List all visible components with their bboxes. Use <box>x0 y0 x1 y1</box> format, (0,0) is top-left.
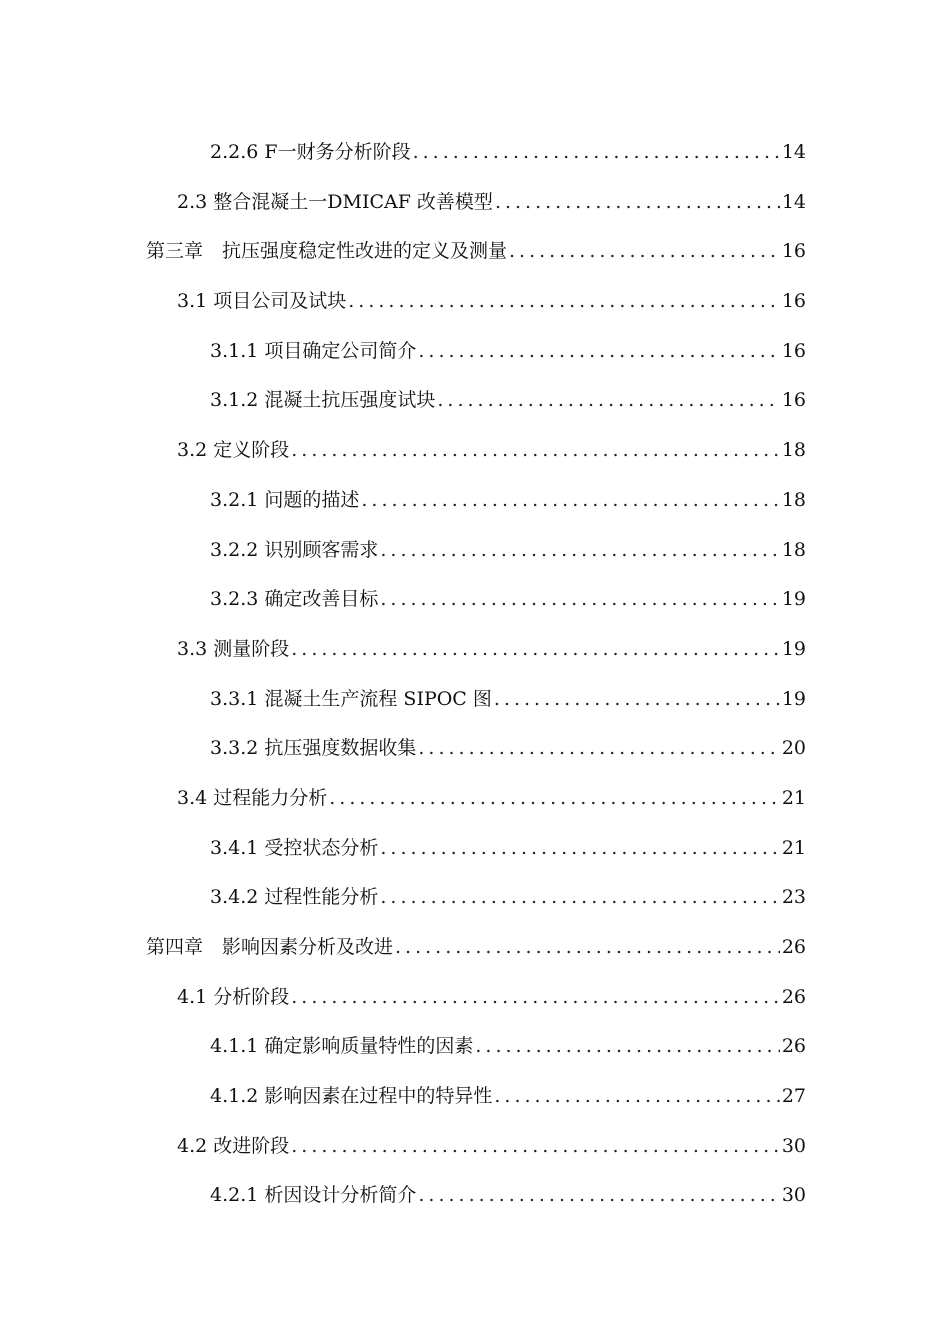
toc-leader-dots <box>475 1028 779 1064</box>
toc-entry[interactable] <box>210 1078 806 1114</box>
toc-entry-page: 18 <box>781 489 806 511</box>
toc-entry[interactable] <box>210 382 806 418</box>
toc-entry-title: 4.2.1 析因设计分析简介 <box>210 1184 417 1206</box>
toc-entry-page: 21 <box>781 787 806 809</box>
toc-entry-title: 4.1.1 确定影响质量特性的因素 <box>210 1035 474 1057</box>
toc-leader-dots <box>380 830 779 866</box>
toc-entry-page: 14 <box>781 141 806 163</box>
toc-entry-page: 19 <box>781 588 806 610</box>
toc-entry-title: 3.3.2 抗压强度数据收集 <box>210 737 417 759</box>
toc-entry-page: 19 <box>781 688 806 710</box>
toc-entry[interactable] <box>210 482 806 518</box>
toc-leader-dots <box>380 532 779 568</box>
toc-entry[interactable] <box>177 432 806 468</box>
toc-entry-page: 30 <box>781 1184 806 1206</box>
toc-leader-dots <box>418 730 779 766</box>
toc-entry-page: 18 <box>781 439 806 461</box>
toc-entry-page: 23 <box>781 886 806 908</box>
toc-entry[interactable] <box>210 1028 806 1064</box>
toc-entry-title: 3.2 定义阶段 <box>177 439 290 461</box>
toc-leader-dots <box>380 581 779 617</box>
toc-entry[interactable] <box>210 532 806 568</box>
toc-entry-page: 30 <box>781 1135 806 1157</box>
toc-entry-page: 20 <box>781 737 806 759</box>
toc-entry-page: 26 <box>781 986 806 1008</box>
toc-entry[interactable] <box>210 730 806 766</box>
toc-entry-page: 26 <box>781 936 806 958</box>
toc-entry-page: 18 <box>781 539 806 561</box>
toc-entry-page: 16 <box>781 290 806 312</box>
toc-leader-dots <box>413 134 780 170</box>
toc-entry-page: 14 <box>781 191 806 213</box>
toc-entry[interactable] <box>210 830 806 866</box>
toc-entry-title: 4.2 改进阶段 <box>177 1135 290 1157</box>
toc-entry-title: 3.2.1 问题的描述 <box>210 489 360 511</box>
toc-leader-dots <box>329 780 780 816</box>
toc-entry-title: 2.2.6 F一财务分析阶段 <box>210 141 411 163</box>
toc-leader-dots <box>291 631 780 667</box>
toc-entry[interactable] <box>210 1177 806 1213</box>
toc-entry-title: 3.4.1 受控状态分析 <box>210 837 379 859</box>
toc-entry[interactable] <box>146 233 806 269</box>
toc-entry[interactable] <box>177 1128 806 1164</box>
toc-leader-dots <box>348 283 780 319</box>
toc-entry-title: 第三章 抗压强度稳定性改进的定义及测量 <box>146 240 508 262</box>
toc-entry-page: 19 <box>781 638 806 660</box>
toc-entry-page: 16 <box>781 389 806 411</box>
toc-entry[interactable] <box>177 283 806 319</box>
toc-entry[interactable] <box>210 681 806 717</box>
toc-entry-page: 26 <box>781 1035 806 1057</box>
toc-entry[interactable] <box>210 134 806 170</box>
toc-leader-dots <box>494 681 780 717</box>
toc-leader-dots <box>495 184 780 220</box>
toc-entry-page: 16 <box>781 240 806 262</box>
toc-entry[interactable] <box>210 581 806 617</box>
toc-entry[interactable] <box>146 929 806 965</box>
toc-entry[interactable] <box>177 780 806 816</box>
toc-leader-dots <box>291 1128 780 1164</box>
toc-entry-title: 3.4 过程能力分析 <box>177 787 328 809</box>
toc-entry-title: 3.2.3 确定改善目标 <box>210 588 379 610</box>
toc-entry-page: 16 <box>781 340 806 362</box>
toc-entry[interactable] <box>210 879 806 915</box>
toc-entry[interactable] <box>177 631 806 667</box>
toc-leader-dots <box>418 1177 779 1213</box>
toc-leader-dots <box>291 432 780 468</box>
toc-leader-dots <box>494 1078 779 1114</box>
toc-entry-title: 2.3 整合混凝土一DMICAF 改善模型 <box>177 191 493 213</box>
toc-entry-title: 4.1 分析阶段 <box>177 986 290 1008</box>
toc-entry-title: 3.2.2 识别顾客需求 <box>210 539 379 561</box>
toc-leader-dots <box>418 333 779 369</box>
toc-leader-dots <box>291 979 780 1015</box>
toc-entry-title: 3.3.1 混凝土生产流程 SIPOC 图 <box>210 688 492 710</box>
toc-entry[interactable] <box>177 979 806 1015</box>
toc-leader-dots <box>437 382 779 418</box>
toc-entry[interactable] <box>210 333 806 369</box>
toc-entry-title: 3.1.2 混凝土抗压强度试块 <box>210 389 436 411</box>
toc-entry-title: 4.1.2 影响因素在过程中的特异性 <box>210 1085 493 1107</box>
toc-entry-title: 第四章 影响因素分析及改进 <box>146 936 394 958</box>
toc-entry[interactable] <box>177 184 806 220</box>
toc-entry-title: 3.3 测量阶段 <box>177 638 290 660</box>
toc-leader-dots <box>380 879 779 915</box>
toc-entry-title: 3.1.1 项目确定公司简介 <box>210 340 417 362</box>
toc-entry-title: 3.1 项目公司及试块 <box>177 290 347 312</box>
toc-leader-dots <box>395 929 780 965</box>
toc-entry-page: 27 <box>781 1085 806 1107</box>
toc-entry-title: 3.4.2 过程性能分析 <box>210 886 379 908</box>
toc-leader-dots <box>509 233 780 269</box>
toc-entry-page: 21 <box>781 837 806 859</box>
toc-leader-dots <box>361 482 779 518</box>
